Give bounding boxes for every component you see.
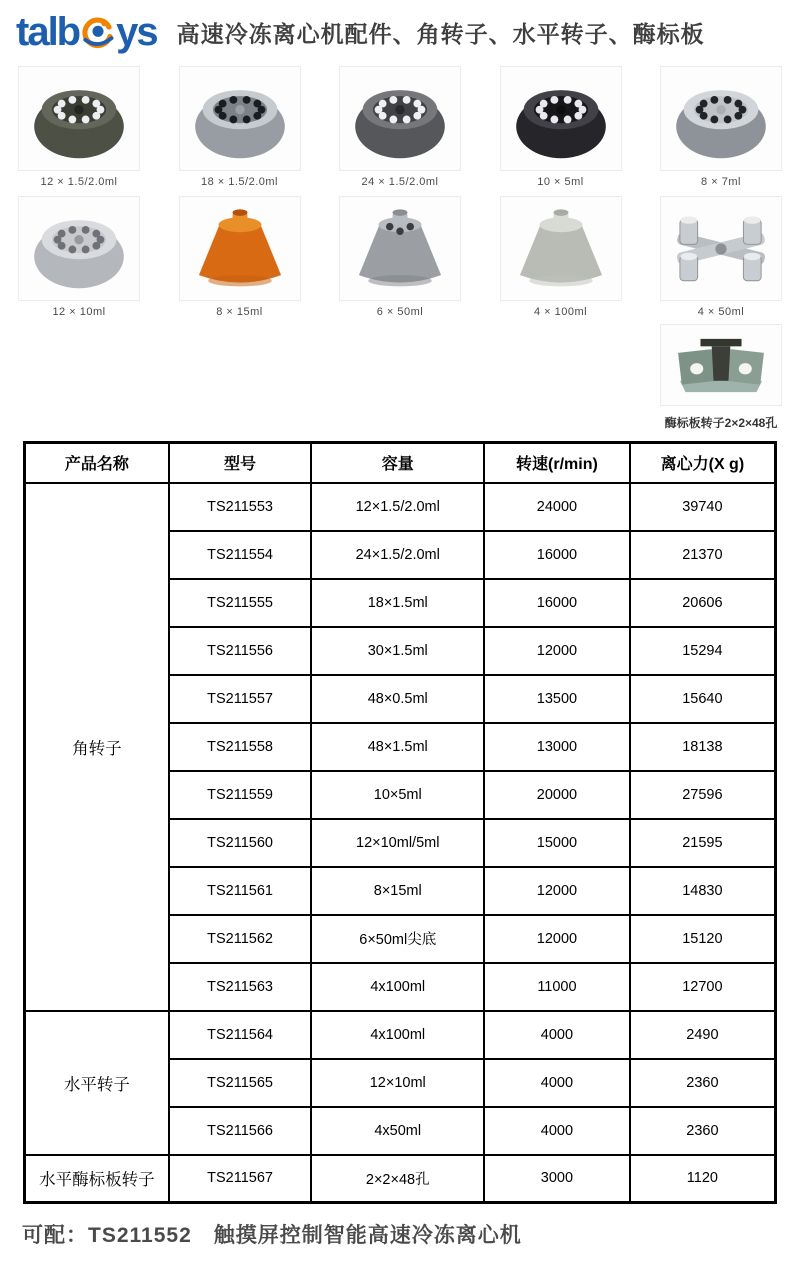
cell-model: TS211567 <box>169 1155 312 1203</box>
col-header-product-name: 产品名称 <box>25 443 169 483</box>
cell-model: TS211554 <box>169 531 312 579</box>
cell-speed: 15000 <box>484 819 630 867</box>
cell-capacity: 24×1.5/2.0ml <box>311 531 484 579</box>
cell-force: 39740 <box>630 483 776 531</box>
cell-capacity: 18×1.5ml <box>311 579 484 627</box>
cell-model: TS211565 <box>169 1059 312 1107</box>
cell-speed: 4000 <box>484 1011 630 1059</box>
product-image-cell <box>18 196 140 318</box>
cell-force: 21595 <box>630 819 776 867</box>
cell-force: 14830 <box>630 867 776 915</box>
table-row <box>25 483 776 531</box>
cell-model: TS211557 <box>169 675 312 723</box>
cell-capacity: 48×0.5ml <box>311 675 484 723</box>
cell-force: 18138 <box>630 723 776 771</box>
rotor-image-12x10 <box>18 196 140 301</box>
cell-force: 27596 <box>630 771 776 819</box>
logo-text-suffix: ys <box>116 10 157 54</box>
product-caption: 4 × 50ml <box>697 306 745 318</box>
plate-rotor-cell <box>660 324 782 431</box>
cell-speed: 12000 <box>484 867 630 915</box>
cell-capacity: 2×2×48孔 <box>311 1155 484 1203</box>
cell-force: 12700 <box>630 963 776 1011</box>
cell-speed: 24000 <box>484 483 630 531</box>
cell-force: 15294 <box>630 627 776 675</box>
col-header-capacity: 容量 <box>311 443 484 483</box>
talboys-logo <box>16 12 157 52</box>
cell-force: 2490 <box>630 1011 776 1059</box>
group-label-angle-rotor: 角转子 <box>25 483 169 1011</box>
group-label-horizontal-rotor: 水平转子 <box>25 1011 169 1155</box>
product-image-cell <box>179 66 301 188</box>
product-caption: 10 × 5ml <box>537 176 584 188</box>
col-header-model: 型号 <box>169 443 312 483</box>
cell-force: 1120 <box>630 1155 776 1203</box>
rotor-image-4x100 <box>500 196 622 301</box>
cell-force: 2360 <box>630 1059 776 1107</box>
product-image-cell <box>18 66 140 188</box>
cell-model: TS211559 <box>169 771 312 819</box>
plate-rotor-image <box>660 324 782 406</box>
cell-speed: 12000 <box>484 915 630 963</box>
product-image-cell <box>500 196 622 318</box>
cell-speed: 20000 <box>484 771 630 819</box>
cell-force: 15640 <box>630 675 776 723</box>
cell-model: TS211563 <box>169 963 312 1011</box>
table-row <box>25 1011 776 1059</box>
cell-speed: 4000 <box>484 1059 630 1107</box>
cell-speed: 16000 <box>484 579 630 627</box>
rotor-image-24x1.5 <box>339 66 461 171</box>
cell-capacity: 12×1.5/2.0ml <box>311 483 484 531</box>
product-image-cell <box>500 66 622 188</box>
table-row <box>25 1155 776 1203</box>
cell-model: TS211562 <box>169 915 312 963</box>
cell-capacity: 10×5ml <box>311 771 484 819</box>
cell-force: 2360 <box>630 1107 776 1155</box>
cell-capacity: 8×15ml <box>311 867 484 915</box>
rotor-image-6x50 <box>339 196 461 301</box>
cell-speed: 12000 <box>484 627 630 675</box>
cell-force: 21370 <box>630 531 776 579</box>
logo-text-prefix: talb <box>16 10 80 54</box>
logo-swirl-o-icon <box>81 16 115 50</box>
product-image-cell <box>660 196 782 318</box>
cell-capacity: 30×1.5ml <box>311 627 484 675</box>
rotor-image-10x5 <box>500 66 622 171</box>
adapter-image-8x15 <box>179 196 301 301</box>
cell-model: TS211553 <box>169 483 312 531</box>
cell-capacity: 6×50ml尖底 <box>311 915 484 963</box>
page-header <box>0 0 800 58</box>
col-header-force: 离心力(X g) <box>630 443 776 483</box>
compatible-centrifuge-note: 可配：TS211552 触摸屏控制智能高速冷冻离心机 <box>22 1224 522 1247</box>
rotor-image-8x7 <box>660 66 782 171</box>
cell-force: 20606 <box>630 579 776 627</box>
rotor-image-12x1.5 <box>18 66 140 171</box>
product-caption: 8 × 7ml <box>701 176 741 188</box>
product-caption: 12 × 1.5/2.0ml <box>40 176 118 188</box>
cell-model: TS211558 <box>169 723 312 771</box>
product-caption: 18 × 1.5/2.0ml <box>200 176 279 188</box>
cell-model: TS211556 <box>169 627 312 675</box>
group-label-plate-rotor: 水平酶标板转子 <box>25 1155 169 1203</box>
cell-force: 15120 <box>630 915 776 963</box>
plate-rotor-caption: 酶标板转子2×2×48孔 <box>664 416 778 430</box>
cell-speed: 13500 <box>484 675 630 723</box>
product-spec-table <box>23 441 777 1204</box>
cell-speed: 4000 <box>484 1107 630 1155</box>
cell-capacity: 4x100ml <box>311 1011 484 1059</box>
cell-model: TS211561 <box>169 867 312 915</box>
cell-capacity: 12×10ml <box>311 1059 484 1107</box>
cell-model: TS211560 <box>169 819 312 867</box>
product-caption: 24 × 1.5/2.0ml <box>361 176 439 188</box>
cell-speed: 11000 <box>484 963 630 1011</box>
cell-model: TS211555 <box>169 579 312 627</box>
cell-model: TS211566 <box>169 1107 312 1155</box>
product-image-cell <box>339 66 461 188</box>
product-caption: 6 × 50ml <box>376 306 424 318</box>
product-caption: 8 × 15ml <box>216 306 263 318</box>
cell-capacity: 4x50ml <box>311 1107 484 1155</box>
product-image-cell <box>660 66 782 188</box>
cell-capacity: 12×10ml/5ml <box>311 819 484 867</box>
product-image-cell <box>339 196 461 318</box>
product-caption: 4 × 100ml <box>533 306 588 318</box>
table-header-row <box>25 443 776 483</box>
product-image-row-1 <box>0 66 800 188</box>
cell-capacity: 4x100ml <box>311 963 484 1011</box>
cell-capacity: 48×1.5ml <box>311 723 484 771</box>
col-header-speed: 转速(r/min) <box>484 443 630 483</box>
product-caption: 12 × 10ml <box>52 306 106 318</box>
cell-speed: 3000 <box>484 1155 630 1203</box>
rotor-image-18x1.5 <box>179 66 301 171</box>
swing-rotor-image-4x50 <box>660 196 782 301</box>
plate-rotor-row <box>0 324 800 431</box>
page-title: 高速冷冻离心机配件、角转子、水平转子、酶标板 <box>176 20 705 47</box>
product-image-cell <box>179 196 301 318</box>
cell-speed: 16000 <box>484 531 630 579</box>
cell-model: TS211564 <box>169 1011 312 1059</box>
cell-speed: 13000 <box>484 723 630 771</box>
product-image-row-2 <box>0 196 800 318</box>
